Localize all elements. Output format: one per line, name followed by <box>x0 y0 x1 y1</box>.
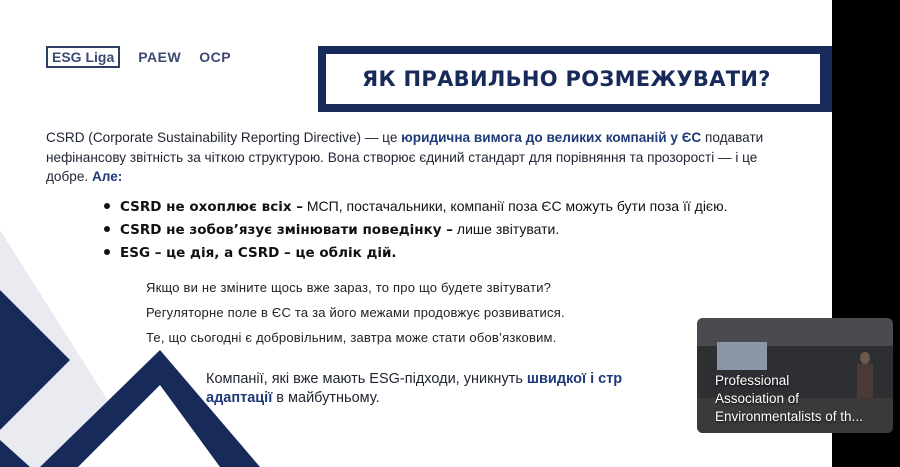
conclusion-text-2: в майбутньому. <box>272 390 380 406</box>
ocp-logo: OCP <box>199 49 232 65</box>
conclusion-highlight-1: швидкої і стр <box>526 371 623 387</box>
bullet-rest: МСП, постачальники, компанії поза ЄС можуть бути поза її дією. <box>303 198 728 214</box>
question-line: Регуляторне поле в ЄС та за його межами продовжує розвиватися. <box>146 305 565 320</box>
video-caption-line: Professional <box>715 373 790 388</box>
video-caption <box>715 372 891 426</box>
logo-bar <box>46 46 231 68</box>
question-line: Те, що сьогодні є добровільним, завтра може стати обов’язковим. <box>146 330 557 345</box>
decorative-chevrons <box>0 230 260 467</box>
video-speaker-head <box>860 352 870 364</box>
intro-text-2: подавати нефінансову звітність за чіткою структурою. Вона створює єдиний стандарт для порівняння та прозорості — і це добре. <box>46 130 764 184</box>
intro-paragraph <box>46 128 786 187</box>
title-banner <box>318 46 832 112</box>
bullet-bold: CSRD не зобов’язує змінювати поведінку – <box>120 222 454 238</box>
title-banner-inner <box>326 54 820 104</box>
bullet-bold: CSRD не охоплює всіх – <box>120 199 303 215</box>
conclusion-highlight-2: адаптації <box>206 390 273 406</box>
video-caption-line: Environmentalists of th... <box>715 409 863 424</box>
slide-title: ЯК ПРАВИЛЬНО РОЗМЕЖУВАТИ? <box>362 67 771 91</box>
bullet-bold: ESG – це дія, а CSRD – це облік дій. <box>120 245 397 261</box>
conclusion-text-1: Компанії, які вже мають ESG-підходи, уникнуть <box>206 371 527 387</box>
video-projection-screen <box>717 342 767 370</box>
question-line: Якщо ви не зміните щось вже зараз, то про що будете звітувати? <box>146 280 552 295</box>
intro-highlight-2: Але: <box>91 169 123 184</box>
intro-text-1: CSRD (Corporate Sustainability Reporting Directive) — це <box>46 130 402 145</box>
intro-highlight-1: юридична вимога до великих компаній у ЄС <box>401 130 702 145</box>
bullet-item <box>104 195 804 218</box>
video-ceiling <box>697 318 893 346</box>
esg-liga-logo <box>46 46 120 68</box>
esg-liga-logo-text: ESG Liga <box>52 49 115 65</box>
video-caption-line: Association of <box>715 391 800 406</box>
participant-video-tile[interactable] <box>697 318 893 433</box>
bullet-rest: лише звітувати. <box>453 221 560 237</box>
conclusion-paragraph <box>206 370 696 408</box>
paew-logo: PAEW <box>138 49 182 65</box>
